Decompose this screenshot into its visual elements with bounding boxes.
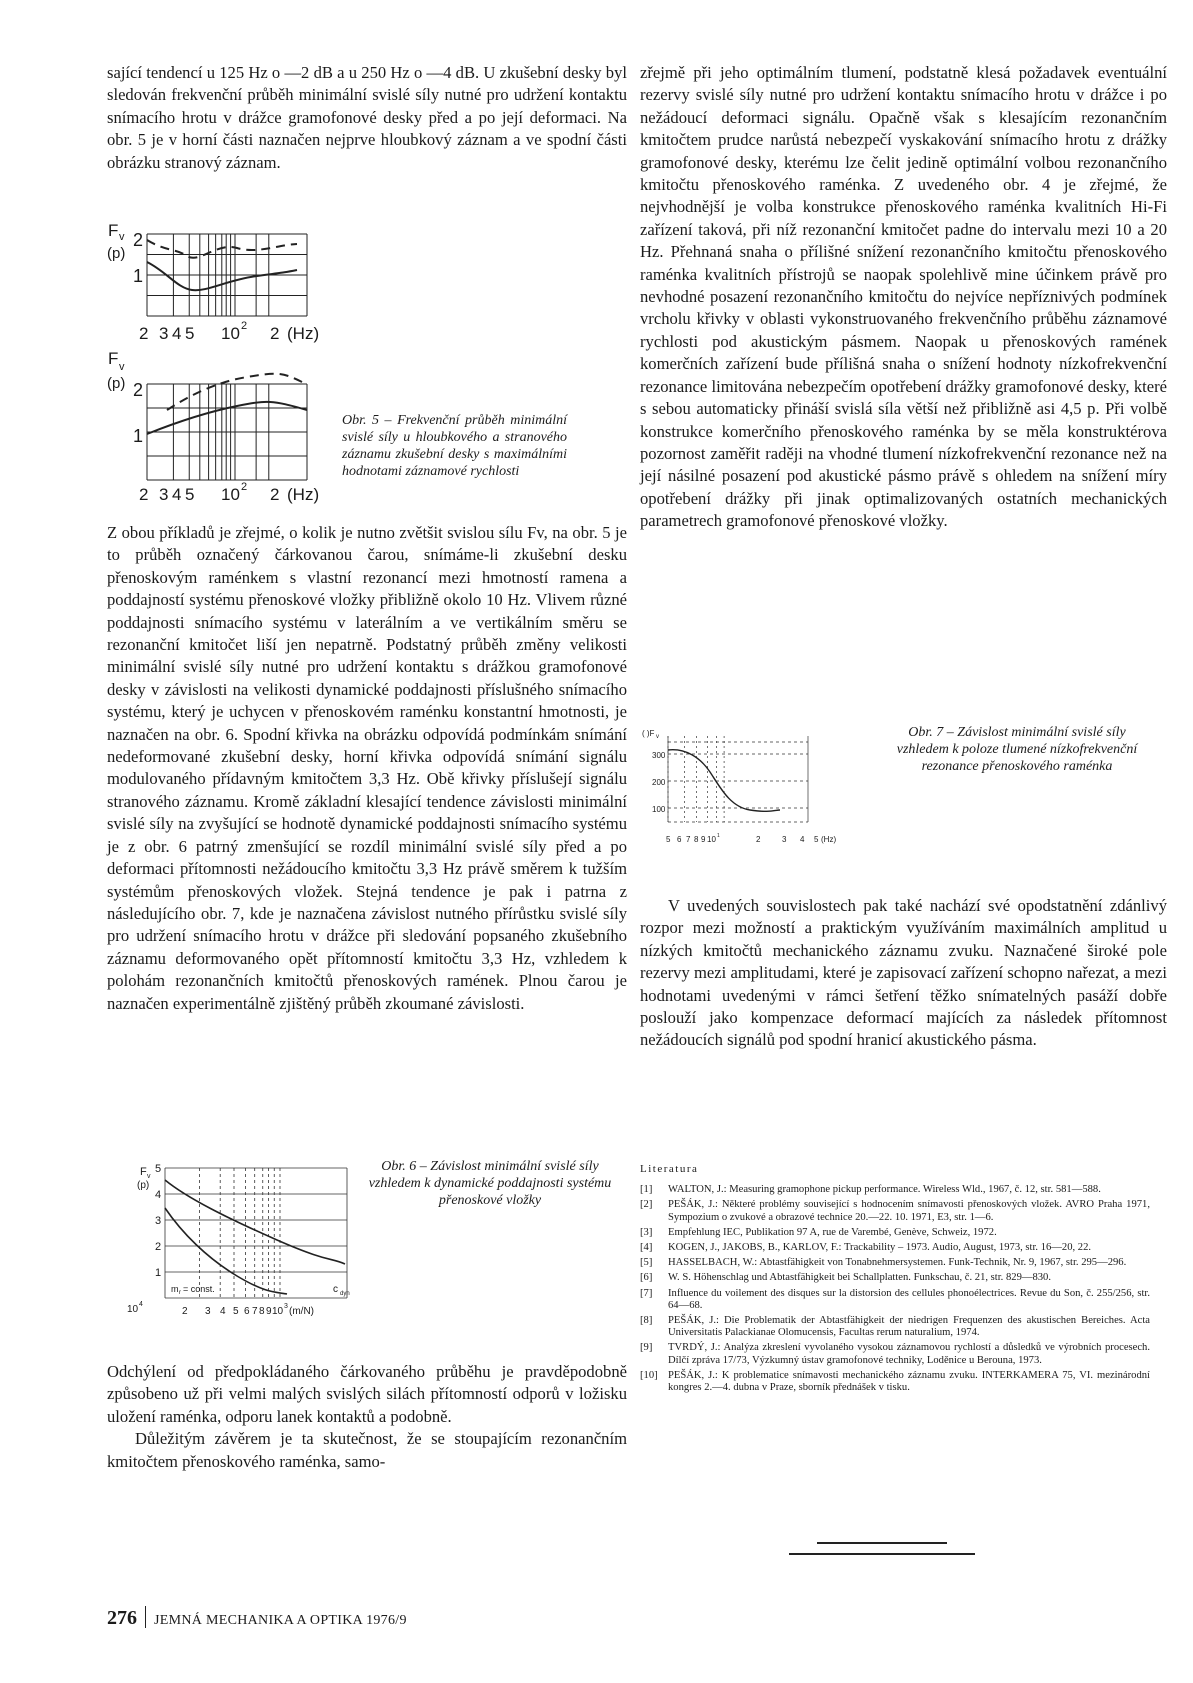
fig6-note-rest: = const. — [183, 1284, 215, 1294]
fig7-ytick: 300 — [652, 751, 666, 760]
fig7-ytick: 200 — [652, 778, 666, 787]
reference-number: [8] — [640, 1315, 653, 1327]
fig7-xunit: (Hz) — [821, 835, 837, 844]
fig6-note: m — [171, 1284, 179, 1294]
right-column — [640, 62, 1167, 533]
paragraph: Důležitým závěrem je ta skutečnost, že se stoupajícím rezonančním kmitočtem přenoskového raménka, samo- — [107, 1429, 627, 1471]
figure-7 — [640, 722, 1160, 872]
figure-6-chart — [107, 1158, 367, 1348]
reference-number: [3] — [640, 1226, 653, 1238]
figure-5-caption: Obr. 5 – Frekvenční průběh minimální svislé síly u hloubkového a stranového záznamu zkušební desky s maximálními hodnotami záznamové rychlosti — [342, 413, 567, 479]
fig5-bot-ytick: 1 — [133, 426, 144, 446]
reference-text: WALTON, J.: Measuring gramophone pickup performance. Wireless Wld., 1967, č. 12, str. 581—588. — [668, 1184, 1101, 1196]
fig6-xtick: 10 — [272, 1306, 284, 1317]
fig5-bot-ytick: 2 — [133, 380, 144, 400]
reference-number: [1] — [640, 1184, 653, 1196]
fig7-ylabel: ( )F — [642, 729, 655, 738]
fig7-xtick: 4 — [800, 835, 805, 844]
reference-text: PEŠÁK, J.: Die Problematik der Abtastfähigkeit der niedrigen Frequenzen des akustischen Bereiches. Acta Universitatis Palackianae Olomucensis, Facultas rerum naturalium, 1974. — [668, 1315, 1150, 1339]
fig6-xtick-exp: 3 — [284, 1303, 288, 1310]
fig7-xtick: 9 — [701, 835, 706, 844]
fig7-xtick: 8 — [694, 835, 699, 844]
fig7-xtick: 3 — [782, 835, 787, 844]
end-rule — [789, 1553, 975, 1555]
fig5-top-xtick: 5 — [185, 324, 195, 343]
paragraph: Z obou příkladů je zřejmé, o kolik je nutno zvětšit svislou sílu Fv, na obr. 5 je to průběh označený čárkovanou čarou, snímáme-li zkušební desku přenoskovým raménkem s vlastní rezonancí mezi hmotností ramena a poddajností systému přenoskové vložky přibližně okolo 10 Hz. Vlivem různé poddajnosti snímacího systému v laterálním a ve vertikálním směru se rezonanční kmitočet liší jen nepatrně. Podstatný průběh změny velikosti minimální svislé síly nutné pro udržení kontaktu s drážkou gramofonové desky v závislosti na velikosti dynamické poddajnosti příslušného snímacího systému, který je uchycen v přenoskovém raménku konstantní hmotnosti, je naznačen na obr. 6. Spodní křivka na obrázku odpovídá podmínkám snímání nedeformované zkušební desky, horní křivka odpovídá snímání signálu modulovaného přídavným kmitočtem 3,3 Hz. Obě křivky příslušejí signálu stranového záznamu. Kromě základní klesající tendence závislosti minimální svislé síly na zvyšující se hodnotě dynamické poddajnosti snímacího systému je z obr. 6 patrný zmenšující se rozdíl minimální svislé síly před a po deformaci přítomnosti nežádoucího kmitočtu 3,3 Hz právě směrem k tužším systémům přenoskových vložek. Stejná tendence je pak i patrna z následujícího obr. 7, kde je naznačena závislost nutného přírůstku svislé síly pro udržení snímacího hrotu v drážce při sledování popsaného zkušebního záznamu deformovaného opět přítomností kmitočtu 3,3 Hz, vzhledem k polohám rezonančních kmitočtů přenoskových ramének. Plnou čarou je naznačen experimentálně zjištěný průběh zkoumané závislosti. — [107, 523, 627, 1013]
fig6-xtick: 5 — [233, 1306, 239, 1317]
fig5-top-ylabel-unit: (p) — [107, 245, 126, 262]
figure-5 — [107, 222, 577, 512]
references — [640, 1163, 1150, 1397]
right-column-tail — [640, 895, 1167, 1052]
fig7-xtick: 5 — [814, 835, 819, 844]
fig5-top-ylabel: F — [108, 221, 119, 240]
left-column-tail — [107, 1361, 627, 1473]
fig6-ytick: 4 — [155, 1189, 162, 1201]
fig5-bot-ylabel-unit: (p) — [107, 375, 126, 392]
fig7-ytick: 100 — [652, 805, 666, 814]
fig7-xtick: 5 — [666, 835, 671, 844]
figure-5-top-chart — [107, 221, 319, 343]
reference-text: TVRDÝ, J.: Analýza zkreslení vyvolaného vysokou záznamovou rychlostí a důsledků ve výrobních procesech. Dílčí zpráva 17/73, Výzkumný ústav gramofonové techniky, Loděnice u Berouna, 1973. — [668, 1342, 1150, 1366]
reference-item — [640, 1288, 1150, 1312]
end-rule — [817, 1542, 947, 1544]
fig7-xtick: 7 — [686, 835, 691, 844]
reference-item — [640, 1184, 1150, 1196]
reference-text: PEŠÁK, J.: K problematice snímavosti mechanického záznamu zvuku. INTERKAMERA 75, VI. mezinárodní kongres 2.—4. dubna v Praze, sborník přednášek v tisku. — [668, 1369, 1150, 1394]
fig6-ylabel-sub: v — [147, 1173, 151, 1180]
fig5-top-xtick: 4 — [172, 324, 182, 343]
fig7-xticks — [666, 833, 836, 844]
fig5-bot-ylabel-sub: v — [119, 361, 125, 373]
fig5-bot-xtick: 5 — [185, 485, 195, 504]
reference-text: KOGEN, J., JAKOBS, B., KARLOV, F.: Trackability – 1973. Audio, August, 1973, str. 16—20, 22. — [668, 1242, 1092, 1254]
fig5-top-xticks — [139, 320, 319, 343]
fig7-yticks — [652, 751, 666, 814]
figure-5-bottom-chart — [107, 349, 319, 504]
reference-number: [10] — [640, 1369, 658, 1381]
fig6-ylabel-unit: (p) — [137, 1180, 150, 1191]
fig5-top-ytick: 1 — [133, 266, 144, 286]
references-heading: Literatura — [640, 1163, 699, 1175]
reference-number: [9] — [640, 1342, 653, 1354]
fig6-xtick-exp: 4 — [139, 1301, 143, 1308]
fig7-xtick: 2 — [756, 835, 761, 844]
fig6-ytick: 5 — [155, 1163, 162, 1175]
fig6-xtick: 2 — [182, 1306, 188, 1317]
journal-name: JEMNÁ MECHANIKA A OPTIKA 1976/9 — [154, 1613, 407, 1628]
reference-number: [7] — [640, 1287, 653, 1299]
figure-7-caption: Obr. 7 – Závislost minimální svislé síly vzhledem k poloze tlumené nízkofrekvenční rezonance přenoskového raménka — [896, 725, 1138, 774]
reference-text: Influence du voilement des disques sur la distorsion des cellules phonoélectrices. Revue du Son, č. 255/256, str. 64—68. — [668, 1287, 1150, 1311]
fig5-top-xtick: 10 — [221, 324, 240, 343]
reference-text: W. S. Höhenschlag und Abtastfähigkeit bei Schallplatten. Funkschau, č. 21, str. 829—830. — [668, 1272, 1051, 1284]
reference-number: [6] — [640, 1272, 653, 1284]
reference-text: HASSELBACH, W.: Abtastfähigkeit von Tonabnehmersystemen. Funk-Technik, Nr. 9, 1967, str. 295—296. — [668, 1257, 1127, 1269]
fig5-bot-xunit: (Hz) — [287, 485, 320, 504]
fig7-xtick-exp: 1 — [717, 833, 720, 839]
fig6-note-sub: r — [179, 1290, 181, 1296]
fig6-ytick: 3 — [155, 1215, 162, 1227]
fig6-curve-label: c — [333, 1284, 338, 1295]
page-number: 276 — [107, 1607, 137, 1629]
fig5-bot-xtick: 2 — [270, 485, 280, 504]
reference-item — [640, 1242, 1150, 1254]
figure-7-chart — [640, 722, 870, 872]
fig5-top-xunit: (Hz) — [287, 324, 320, 343]
fig6-xtick: 3 — [205, 1306, 211, 1317]
references-list — [640, 1184, 1150, 1394]
fig5-top-xtick-exp: 2 — [241, 320, 248, 332]
reference-number: [4] — [640, 1242, 653, 1254]
fig5-top-ytick: 2 — [133, 230, 144, 250]
reference-item — [640, 1227, 1150, 1239]
fig5-top-xtick: 2 — [270, 324, 280, 343]
fig5-bot-xtick: 2 — [139, 485, 149, 504]
reference-text: PEŠÁK, J.: Některé problémy související s hodnocením snímavosti přenoskových vložek. AVRO Praha 1971, Sympozium o zvukové a obrazové technice 20.—22. 10. 1971, E3, str. 1—6. — [668, 1199, 1150, 1223]
fig6-xtick: 4 — [220, 1306, 226, 1317]
fig5-bot-ylabel: F — [108, 349, 119, 368]
fig5-top-xtick: 3 — [159, 324, 169, 343]
fig6-xticks — [127, 1301, 314, 1317]
footer-separator — [145, 1606, 146, 1628]
fig6-ylabel: F — [140, 1166, 147, 1178]
fig5-top-ylabel-sub: v — [119, 231, 125, 243]
reference-item — [640, 1272, 1150, 1284]
paragraph: V uvedených souvislostech pak také nachází své opodstatnění zdánlivý rozpor mezi možností a praktickým využíváním maximálních amplitud u nízkých kmitočtů mechanického záznamu zvuku. Naznačené široké pole rezervy mezi amplitudami, které je zapisovací zařízení schopno nařezat, a mezi hodnotami uvedenými v rámci šetření těžko snímatelných pasáží dobře poslouží jako kompenzace deformací majících za následek přítomnost nežádoucích signálů pod spodní hranicí akustického pásma. — [640, 896, 1167, 1050]
reference-number: [5] — [640, 1257, 653, 1269]
fig6-xtick: 6 — [244, 1306, 250, 1317]
fig6-xtick: 10 — [127, 1304, 139, 1315]
reference-item — [640, 1370, 1150, 1394]
fig5-bot-xtick: 3 — [159, 485, 169, 504]
fig6-ytick: 2 — [155, 1241, 162, 1253]
reference-item — [640, 1199, 1150, 1223]
fig6-xtick: 8 — [259, 1306, 265, 1317]
paragraph: zřejmě při jeho optimálním tlumení, podstatně klesá požadavek eventuální rezervy svislé síly nutné pro udržení kontaktu snímacího hrotu v drážce i po nežádoucí deformaci signálu. Opačně však s klesajícím rezonančním kmitočtem prudce narůstá nebezpečí vyskakování snímacího hrotu z drážky gramofonové desky, kterému lze čelit jedině optimální volbou rezonančního kmitočtu přenoskového raménka. Z uvedeného obr. 4 je zřejmé, že nejvhodnější je volba konstrukce přenoskového raménka kvalitních Hi-Fi zařízení taková, při níž rezonanční kmitočet padne do intervalu mezi 10 a 20 Hz. Přehnaná snaha o přílišné snížení rezonančního kmitočtu přenoskového raménka kvalitních přístrojů se naopak spolehlivě mine účinkem právě pro nevhodné posazení rezonančního kmitočtu do nejvíce nepříznivých podmínek vrcholu křivky v oblasti vykonstruovaného frekvenčního průběhu záznamové rychlosti pod akustickým pásmem. Naopak u přenoskových ramének komerčních zařízení bude přílišná snaha o snížení hodnoty nízkofrekvenční rezonance limitována nebezpečím opotřebení drážky gramofonové desky, které s sebou automaticky přináší svislá síla větší než přibližně asi 4,5 p. Při volbě konstrukce komerčního přenoskového raménka by se měla konstruktérova pozornost zaměřit raději na vhodné tlumení nízkofrekvenční rezonance než na její násilné posazení pod akustické pásmo právě s ohledem na snížení míry opotřebení drážky při jinak optimalizovaných ostatních mechanických parametrech gramofonové přenoskové vložky. — [640, 63, 1167, 531]
fig7-ylabel-sub: v — [656, 734, 659, 740]
fig5-top-xtick: 2 — [139, 324, 149, 343]
reference-text: Empfehlung IEC, Publikation 97 A, rue de Varembé, Genève, Schweiz, 1972. — [668, 1226, 997, 1238]
fig6-xtick: 9 — [266, 1306, 272, 1317]
fig6-xtick: 7 — [252, 1306, 258, 1317]
fig7-xtick: 10 — [707, 835, 716, 844]
left-column-body — [107, 522, 627, 1015]
figure-6-caption: Obr. 6 – Závislost minimální svislé síly vzhledem k dynamické poddajnosti systému přenoskové vložky — [368, 1159, 612, 1208]
reference-item — [640, 1257, 1150, 1269]
fig6-yticks — [155, 1163, 161, 1279]
paragraph: sající tendencí u 125 Hz o —2 dB a u 250 Hz o —4 dB. U zkušební desky byl sledován frekvenční průběh minimální svislé síly nutné pro udržení kontaktu snímacího hrotu v drážce gramofonové desky před a po její deformaci. Na obr. 5 je v horní části naznačen nejprve hloubkový záznam a ve spodní části obrázku stranový záznam. — [107, 63, 627, 172]
fig5-bot-xtick: 10 — [221, 485, 240, 504]
fig6-curve-label-sub: dyn — [340, 1291, 350, 1297]
fig5-bot-xtick-exp: 2 — [241, 481, 248, 493]
fig6-xunit: (m/N) — [289, 1306, 314, 1317]
fig5-bot-xticks — [139, 481, 319, 504]
reference-item — [640, 1342, 1150, 1366]
page-footer — [107, 1606, 407, 1630]
reference-number: [2] — [640, 1199, 653, 1211]
figure-6 — [107, 1158, 627, 1348]
fig6-ytick: 1 — [155, 1267, 162, 1279]
paragraph: Odchýlení od předpokládaného čárkovaného průběhu je pravděpodobně způsobeno už při velmi malých svislých silách přítomností odporů v ložisku uložení raménka, odporu lanek kontaktů a podobně. — [107, 1362, 627, 1426]
left-column — [107, 62, 627, 174]
fig7-xtick: 6 — [677, 835, 682, 844]
reference-item — [640, 1315, 1150, 1339]
fig5-bot-xtick: 4 — [172, 485, 182, 504]
